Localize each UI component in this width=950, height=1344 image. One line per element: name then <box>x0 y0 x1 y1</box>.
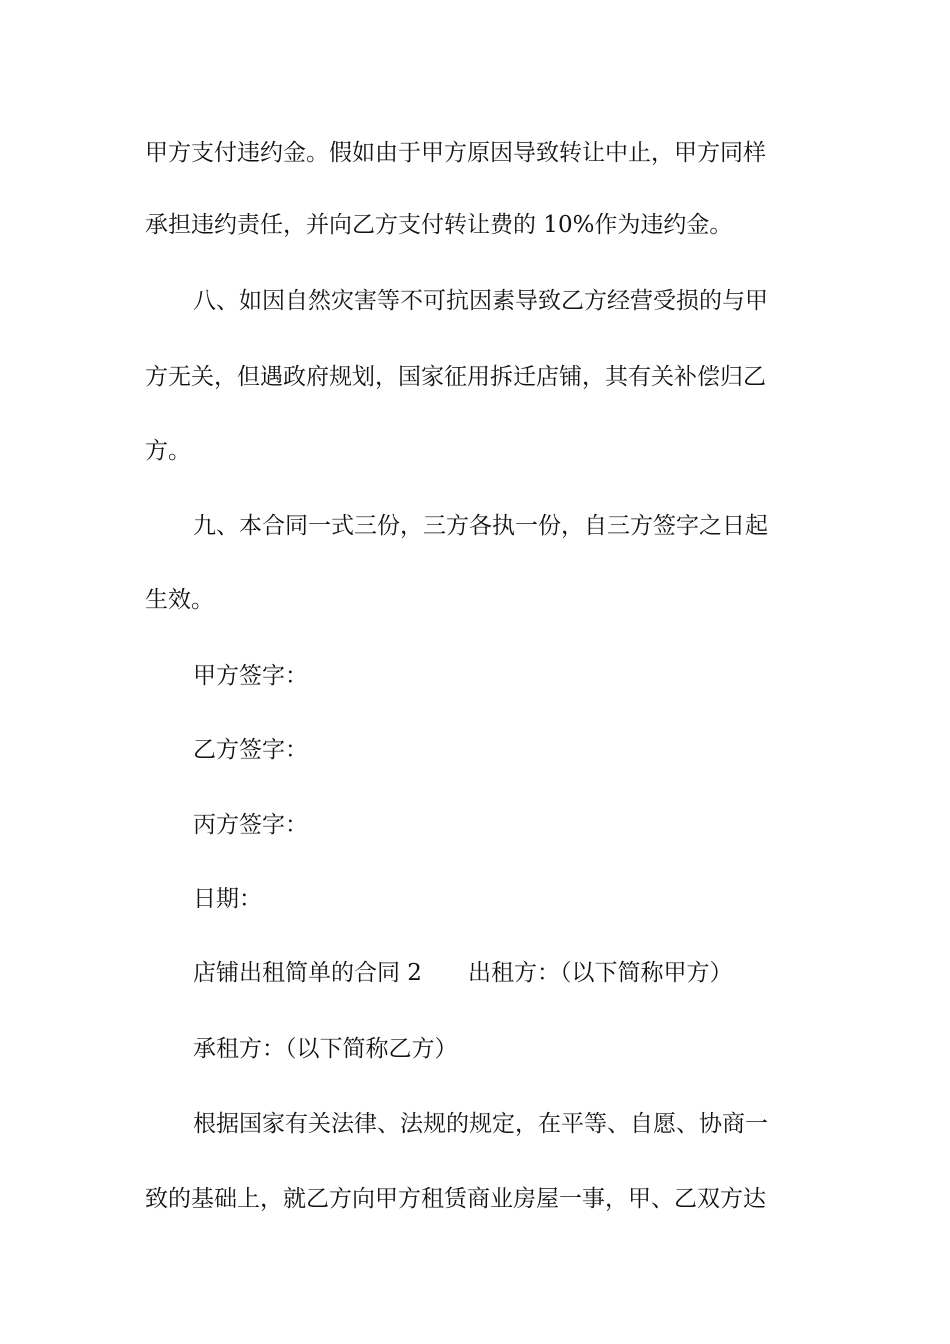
preamble-line: 根据国家有关法律、法规的规定，在平等、自愿、协商一 <box>193 1111 768 1137</box>
text-line: 生效。 <box>145 587 214 613</box>
party-c-signature: 丙方签字： <box>193 812 308 838</box>
text-line: 甲方支付违约金。假如由于甲方原因导致转让中止，甲方同样 <box>145 140 766 166</box>
lessee-label: 承租方：（以下简称乙方） <box>193 1036 458 1062</box>
party-b-signature: 乙方签字： <box>193 737 308 763</box>
clause-eight: 八、如因自然灾害等不可抗因素导致乙方经营受损的与甲 <box>193 288 768 314</box>
date-label: 日期： <box>193 886 262 912</box>
section-header-line <box>193 958 810 988</box>
clause-nine: 九、本合同一式三份，三方各执一份，自三方签字之日起 <box>193 513 768 539</box>
text-line: 方。 <box>145 438 191 464</box>
text-line: 方无关，但遇政府规划，国家征用拆迁店铺，其有关补偿归乙 <box>145 364 766 390</box>
section-title: 店铺出租简单的合同 2 <box>193 960 422 986</box>
lessor-label: 出租方：（以下简称甲方） <box>467 960 733 986</box>
text-line: 致的基础上，就乙方向甲方租赁商业房屋一事，甲、乙双方达 <box>145 1186 766 1212</box>
text-line: 承担违约责任，并向乙方支付转让费的 10%作为违约金。 <box>145 212 733 238</box>
party-a-signature: 甲方签字： <box>193 663 308 689</box>
